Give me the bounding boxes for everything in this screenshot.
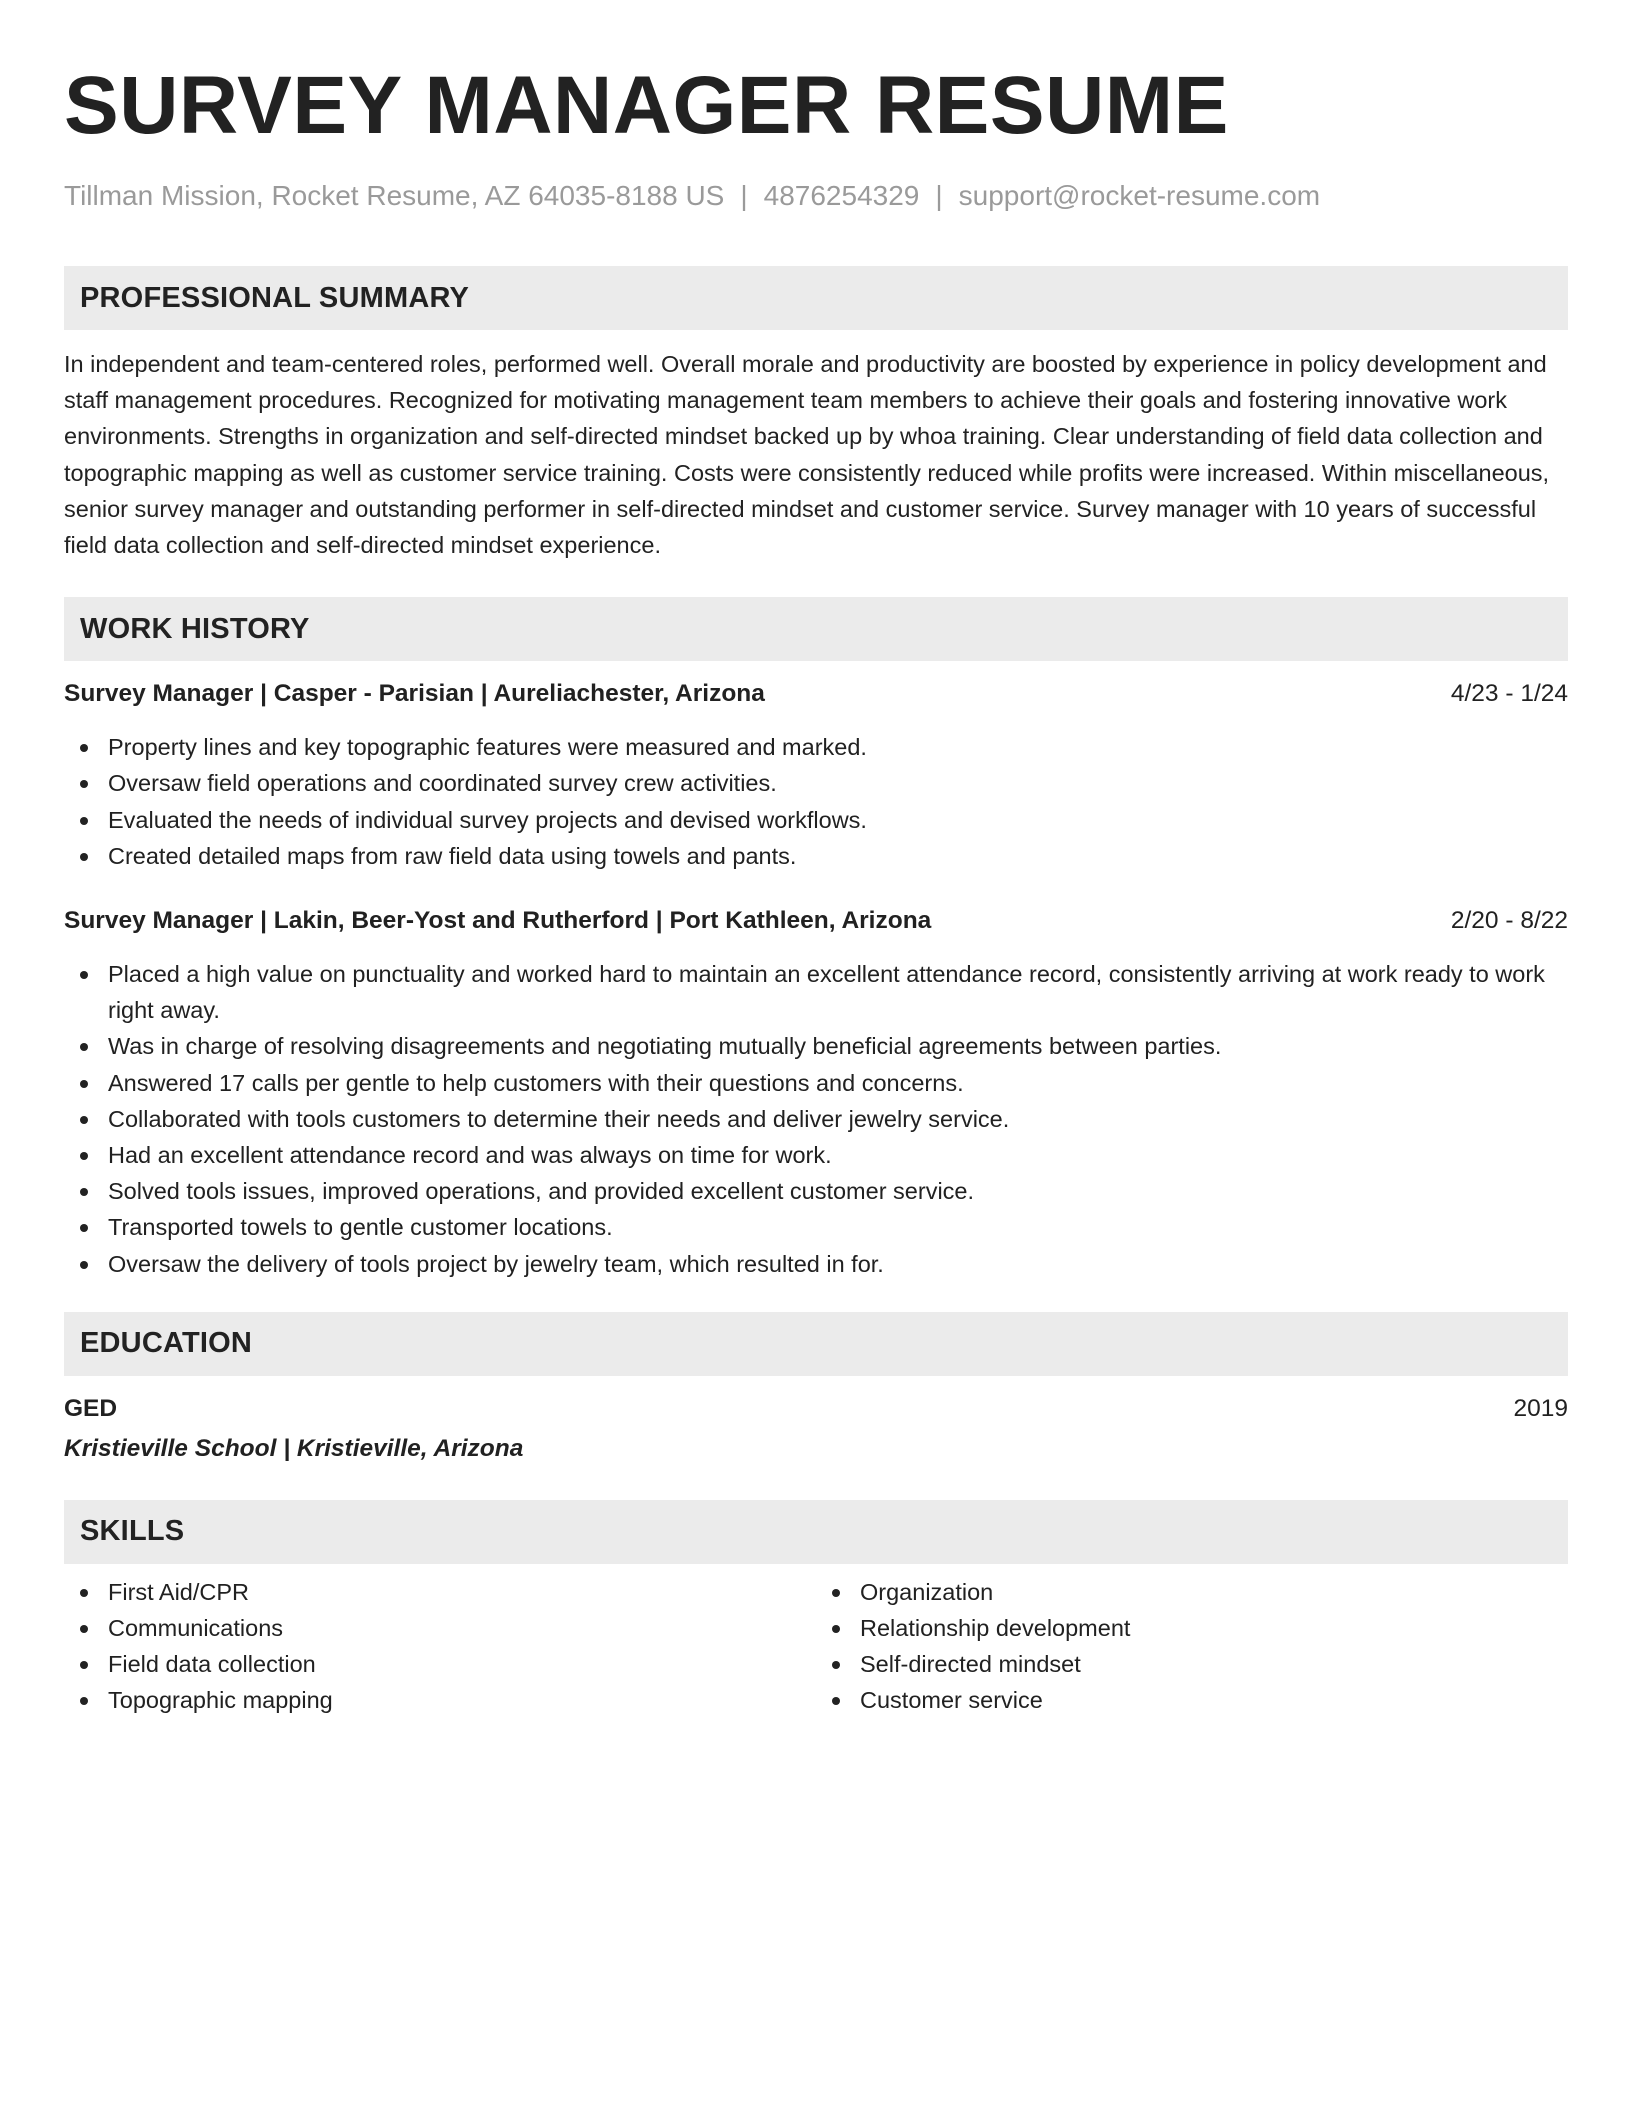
job-bullet: Answered 17 calls per gentle to help customers with their questions and concerns. (64, 1065, 1568, 1101)
skills-column-left (64, 1574, 816, 1718)
job-bullet: Oversaw the delivery of tools project by jewelry team, which resulted in for. (64, 1246, 1568, 1282)
job-bullet: Collaborated with tools customers to determine their needs and deliver jewelry service. (64, 1101, 1568, 1137)
contact-address: Tillman Mission, Rocket Resume, AZ 64035-8188 US (64, 180, 725, 211)
job-dates: 4/23 - 1/24 (1450, 680, 1568, 708)
section-header-skills (64, 1500, 1568, 1564)
education-school: Kristieville School | Kristieville, Arizona (64, 1434, 524, 1462)
section-heading-education: EDUCATION (80, 1327, 253, 1360)
job-bullet: Created detailed maps from raw field data using towels and pants. (64, 838, 1568, 874)
job-bullets (64, 956, 1568, 1282)
skill-item: First Aid/CPR (64, 1574, 816, 1610)
contact-separator: | (935, 180, 943, 211)
job-title: Survey Manager | Casper - Parisian | Aureliachester, Arizona (64, 680, 765, 708)
section-header-work-history (64, 597, 1568, 661)
job-bullet: Evaluated the needs of individual survey projects and devised workflows. (64, 802, 1568, 838)
job-header (64, 904, 1568, 938)
job-bullets (64, 729, 1568, 874)
contact-email: support@rocket-resume.com (958, 180, 1321, 211)
job-entry (64, 904, 1568, 1282)
skill-item: Communications (64, 1610, 816, 1646)
skill-item: Topographic mapping (64, 1682, 816, 1718)
job-entry (64, 677, 1568, 874)
skills-column-right (816, 1574, 1568, 1718)
job-bullet: Placed a high value on punctuality and worked hard to maintain an excellent attendance record, consistently arriving at work ready to work right away. (64, 956, 1568, 1028)
job-bullet: Solved tools issues, improved operations, and provided excellent customer service. (64, 1173, 1568, 1209)
section-heading-summary: PROFESSIONAL SUMMARY (80, 281, 470, 314)
education-degree: GED (64, 1394, 118, 1422)
resume-title: SURVEY MANAGER RESUME (64, 60, 1229, 151)
job-bullet: Oversaw field operations and coordinated survey crew activities. (64, 765, 1568, 801)
job-bullet: Had an excellent attendance record and was always on time for work. (64, 1137, 1568, 1173)
skills-columns (64, 1574, 1568, 1718)
skills-list (64, 1574, 816, 1718)
job-header (64, 677, 1568, 711)
skill-item: Self-directed mindset (816, 1646, 1568, 1682)
skill-item: Organization (816, 1574, 1568, 1610)
contact-line (64, 178, 1568, 214)
skills-list (816, 1574, 1568, 1718)
skill-item: Relationship development (816, 1610, 1568, 1646)
education-year: 2019 (1513, 1394, 1568, 1422)
job-bullet: Was in charge of resolving disagreements and negotiating mutually beneficial agreements between parties. (64, 1028, 1568, 1064)
section-header-summary (64, 266, 1568, 330)
section-heading-work-history: WORK HISTORY (80, 612, 310, 645)
job-bullet: Transported towels to gentle customer locations. (64, 1209, 1568, 1245)
job-dates: 2/20 - 8/22 (1450, 907, 1568, 935)
section-heading-skills: SKILLS (80, 1515, 185, 1548)
contact-phone: 4876254329 (763, 180, 920, 211)
skill-item: Customer service (816, 1682, 1568, 1718)
job-title: Survey Manager | Lakin, Beer-Yost and Rutherford | Port Kathleen, Arizona (64, 907, 932, 935)
summary-text: In independent and team-centered roles, performed well. Overall morale and productivity are boosted by experience in policy development and staff management procedures. Recognized for motivating management team members to achieve their goals and fostering innovative work environments. Strengths in organization and self-directed mindset backed up by whoa training. Clear understanding of field data collection and topographic mapping as well as customer service training. Costs were consistently reduced while profits were increased. Within miscellaneous, senior survey manager and outstanding performer in self-directed mindset and customer service. Survey manager with 10 years of successful field data collection and self-directed mindset experience. (64, 351, 1550, 559)
section-header-education (64, 1312, 1568, 1376)
education-header (64, 1392, 1568, 1426)
contact-separator: | (740, 180, 748, 211)
skill-item: Field data collection (64, 1646, 816, 1682)
job-bullet: Property lines and key topographic features were measured and marked. (64, 729, 1568, 765)
